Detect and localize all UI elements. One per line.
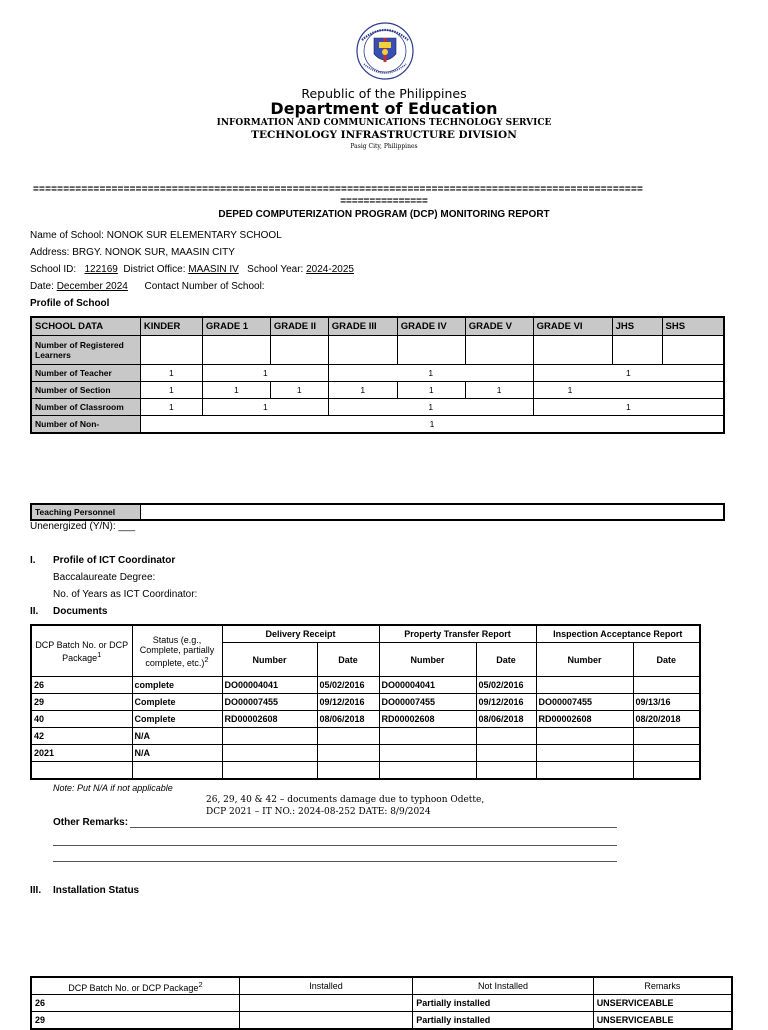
installation-table bbox=[30, 976, 733, 1030]
col-grade-5: GRADE V bbox=[465, 317, 533, 336]
col-grade-1: GRADE 1 bbox=[202, 317, 270, 336]
document-cell-ptr-no: RD00002608 bbox=[379, 711, 476, 728]
years-ict-label: No. of Years as ICT Coordinator: bbox=[53, 589, 198, 600]
section-value: 1 bbox=[328, 382, 397, 399]
teacher-value: 1 bbox=[328, 365, 533, 382]
document-cell-ptr-no bbox=[379, 745, 476, 762]
nonteaching-row bbox=[31, 416, 724, 434]
document-cell-iar-no bbox=[536, 745, 633, 762]
document-cell-batch: 2021 bbox=[31, 745, 132, 762]
deped-seal-logo bbox=[352, 22, 418, 80]
sub-date: Date bbox=[633, 643, 700, 677]
nonteaching-label: Number of Non- bbox=[31, 416, 140, 434]
school-year-label: School Year: bbox=[247, 264, 304, 275]
installation-cell-not-installed: Partially installed bbox=[413, 995, 593, 1012]
document-cell-dr-no: DO00004041 bbox=[222, 677, 317, 694]
document-cell-ptr-no: DO00004041 bbox=[379, 677, 476, 694]
document-cell-batch: 40 bbox=[31, 711, 132, 728]
col-shs: SHS bbox=[662, 317, 724, 336]
teaching-personnel-label: Teaching Personnel bbox=[31, 504, 141, 520]
document-cell-iar-no bbox=[536, 677, 633, 694]
handwritten-note-1: 26, 29, 40 & 42 – documents damage due to typhoon Odette, bbox=[206, 795, 485, 805]
section-value: 1 bbox=[533, 382, 724, 399]
other-remarks-label: Other Remarks: bbox=[53, 817, 129, 828]
document-cell-status: Complete bbox=[132, 711, 222, 728]
document-row bbox=[31, 694, 700, 711]
sub-number: Number bbox=[222, 643, 317, 677]
district-label: District Office: bbox=[123, 264, 186, 275]
col-dcp-batch: DCP Batch No. or DCP Package$^1$ bbox=[31, 625, 132, 677]
document-cell-ptr-date: 08/06/2018 bbox=[476, 711, 536, 728]
document-cell-iar-no: DO00007455 bbox=[536, 694, 633, 711]
group-property-transfer: Property Transfer Report bbox=[379, 625, 536, 643]
republic-heading: Republic of the Philippines bbox=[301, 86, 467, 101]
unenergized-line: Unenergized (Y/N): ___ bbox=[30, 521, 136, 532]
document-row bbox=[31, 745, 700, 762]
address-line bbox=[30, 247, 235, 258]
group-delivery-receipt: Delivery Receipt bbox=[222, 625, 379, 643]
remarks-line[interactable] bbox=[130, 826, 617, 828]
section-3-title: Installation Status bbox=[53, 885, 140, 896]
installation-header-row bbox=[31, 977, 732, 995]
installation-row bbox=[31, 1012, 732, 1030]
document-cell-dr-no bbox=[222, 762, 317, 780]
handwritten-note-2: DCP 2021 – IT NO.: 2024-08-252 DATE: 8/9/2024 bbox=[206, 807, 431, 817]
school-name-label: Name of School: bbox=[30, 230, 104, 241]
remarks-line[interactable] bbox=[53, 844, 617, 846]
col-grade-6: GRADE VI bbox=[533, 317, 612, 336]
document-cell-status: N/A bbox=[132, 745, 222, 762]
document-cell-batch: 42 bbox=[31, 728, 132, 745]
contact-label: Contact Number of School: bbox=[144, 281, 265, 292]
col-grade-3: GRADE III bbox=[328, 317, 397, 336]
teaching-personnel-table bbox=[30, 503, 725, 521]
school-id-label: School ID: bbox=[30, 264, 77, 275]
document-cell-status bbox=[132, 762, 222, 780]
profile-of-school-heading: Profile of School bbox=[30, 298, 110, 309]
document-cell-dr-no: DO00007455 bbox=[222, 694, 317, 711]
installation-cell-not-installed: Partially installed bbox=[413, 1012, 593, 1030]
sub-date: Date bbox=[476, 643, 536, 677]
address-value: BRGY. NONOK SUR, MAASIN CITY bbox=[72, 247, 235, 258]
teacher-value: 1 bbox=[533, 365, 724, 382]
remarks-line[interactable] bbox=[53, 860, 617, 862]
document-cell-status: complete bbox=[132, 677, 222, 694]
document-cell-iar-no bbox=[536, 762, 633, 780]
teacher-value: 1 bbox=[202, 365, 328, 382]
document-row bbox=[31, 677, 700, 694]
document-cell-batch bbox=[31, 762, 132, 780]
group-inspection-acceptance: Inspection Acceptance Report bbox=[536, 625, 700, 643]
profile-header-row bbox=[31, 317, 724, 336]
section-row bbox=[31, 382, 724, 399]
document-row bbox=[31, 762, 700, 780]
document-cell-dr-date bbox=[317, 762, 379, 780]
school-id-value: 122169 bbox=[84, 264, 118, 275]
document-cell-ptr-no bbox=[379, 762, 476, 780]
document-cell-dr-date: 09/12/2016 bbox=[317, 694, 379, 711]
division-heading: TECHNOLOGY INFRASTRUCTURE DIVISION bbox=[251, 129, 517, 141]
report-title: DEPED COMPUTERIZATION PROGRAM (DCP) MONITORING REPORT bbox=[218, 209, 550, 220]
section-value: 1 bbox=[397, 382, 465, 399]
registered-learners-label: Number of Registered Learners bbox=[31, 336, 140, 365]
document-cell-batch: 29 bbox=[31, 694, 132, 711]
document-cell-ptr-no: DO00007455 bbox=[379, 694, 476, 711]
col-dcp-batch: DCP Batch No. or DCP Package$^2$ bbox=[31, 977, 239, 995]
installation-cell-installed bbox=[239, 995, 412, 1012]
address-label: Address: bbox=[30, 247, 70, 258]
section-value: 1 bbox=[465, 382, 533, 399]
document-cell-dr-no bbox=[222, 745, 317, 762]
installation-cell-remarks: UNSERVICEABLE bbox=[593, 995, 732, 1012]
teacher-label: Number of Teacher bbox=[31, 365, 140, 382]
col-school-data: SCHOOL DATA bbox=[31, 317, 140, 336]
service-heading: INFORMATION AND COMMUNICATIONS TECHNOLOGY SERVICE bbox=[216, 118, 552, 128]
installation-cell-remarks: UNSERVICEABLE bbox=[593, 1012, 732, 1030]
document-cell-iar-no: RD00002608 bbox=[536, 711, 633, 728]
col-not-installed: Not Installed bbox=[413, 977, 593, 995]
document-cell-ptr-date: 09/12/2016 bbox=[476, 694, 536, 711]
documents-group-header bbox=[31, 625, 700, 643]
installation-cell-installed bbox=[239, 1012, 412, 1030]
col-grade-2: GRADE II bbox=[270, 317, 328, 336]
section-label: Number of Section bbox=[31, 382, 140, 399]
document-cell-ptr-date: 05/02/2016 bbox=[476, 677, 536, 694]
classroom-value: 1 bbox=[140, 399, 202, 416]
school-name-value: NONOK SUR ELEMENTARY SCHOOL bbox=[106, 230, 282, 241]
location-text: Pasig City, Philippines bbox=[350, 143, 418, 150]
document-cell-dr-no: RD00002608 bbox=[222, 711, 317, 728]
col-installed: Installed bbox=[239, 977, 412, 995]
document-cell-iar-no bbox=[536, 728, 633, 745]
separator-rule-continued: =============== bbox=[340, 196, 428, 207]
installation-row bbox=[31, 995, 732, 1012]
registered-learners-row bbox=[31, 336, 724, 365]
document-cell-iar-date bbox=[633, 745, 700, 762]
date-line bbox=[30, 281, 265, 292]
classroom-value: 1 bbox=[202, 399, 328, 416]
school-profile-table bbox=[30, 316, 725, 434]
document-cell-status: N/A bbox=[132, 728, 222, 745]
section-2-title: Documents bbox=[53, 606, 108, 617]
document-cell-iar-date bbox=[633, 677, 700, 694]
classroom-value: 1 bbox=[328, 399, 533, 416]
document-cell-ptr-date bbox=[476, 728, 536, 745]
date-value: December 2024 bbox=[56, 281, 128, 292]
col-status: Status (e.g., Complete, partially complete, etc.)$^2$ bbox=[132, 625, 222, 677]
document-row bbox=[31, 728, 700, 745]
document-cell-dr-date bbox=[317, 745, 379, 762]
na-note: Note: Put N/A if not applicable bbox=[53, 783, 173, 793]
document-cell-dr-date: 08/06/2018 bbox=[317, 711, 379, 728]
section-1-number: I. bbox=[30, 555, 36, 566]
document-cell-ptr-no bbox=[379, 728, 476, 745]
col-grade-4: GRADE IV bbox=[397, 317, 465, 336]
separator-rule: ===================================================================================================== bbox=[33, 184, 644, 195]
document-row bbox=[31, 711, 700, 728]
classroom-label: Number of Classroom bbox=[31, 399, 140, 416]
document-cell-iar-date bbox=[633, 762, 700, 780]
col-kinder: KINDER bbox=[140, 317, 202, 336]
installation-cell-batch: 26 bbox=[31, 995, 239, 1012]
installation-cell-batch: 29 bbox=[31, 1012, 239, 1030]
sub-number: Number bbox=[379, 643, 476, 677]
documents-table bbox=[30, 624, 701, 780]
department-heading: Department of Education bbox=[270, 99, 498, 118]
document-cell-ptr-date bbox=[476, 745, 536, 762]
baccalaureate-label: Baccalaureate Degree: bbox=[53, 572, 156, 583]
school-year-value: 2024-2025 bbox=[306, 264, 354, 275]
section-value: 1 bbox=[202, 382, 270, 399]
sub-date: Date bbox=[317, 643, 379, 677]
section-3-number: III. bbox=[30, 885, 42, 896]
document-cell-dr-no bbox=[222, 728, 317, 745]
document-cell-batch: 26 bbox=[31, 677, 132, 694]
school-id-line bbox=[30, 264, 354, 275]
document-cell-status: Complete bbox=[132, 694, 222, 711]
classroom-value: 1 bbox=[533, 399, 724, 416]
document-cell-iar-date: 08/20/2018 bbox=[633, 711, 700, 728]
classroom-row bbox=[31, 399, 724, 416]
document-cell-iar-date: 09/13/16 bbox=[633, 694, 700, 711]
section-2-number: II. bbox=[30, 606, 39, 617]
document-cell-dr-date: 05/02/2016 bbox=[317, 677, 379, 694]
district-value: MAASIN IV bbox=[188, 264, 239, 275]
teacher-row bbox=[31, 365, 724, 382]
document-cell-dr-date bbox=[317, 728, 379, 745]
document-cell-iar-date bbox=[633, 728, 700, 745]
nonteaching-value: 1 bbox=[140, 416, 724, 434]
school-name-line bbox=[30, 230, 282, 241]
col-remarks: Remarks bbox=[593, 977, 732, 995]
document-cell-ptr-date bbox=[476, 762, 536, 780]
col-jhs: JHS bbox=[612, 317, 662, 336]
date-label: Date: bbox=[30, 281, 54, 292]
section-1-title: Profile of ICT Coordinator bbox=[53, 555, 176, 566]
section-value: 1 bbox=[270, 382, 328, 399]
section-value: 1 bbox=[140, 382, 202, 399]
teacher-value: 1 bbox=[140, 365, 202, 382]
sub-number: Number bbox=[536, 643, 633, 677]
